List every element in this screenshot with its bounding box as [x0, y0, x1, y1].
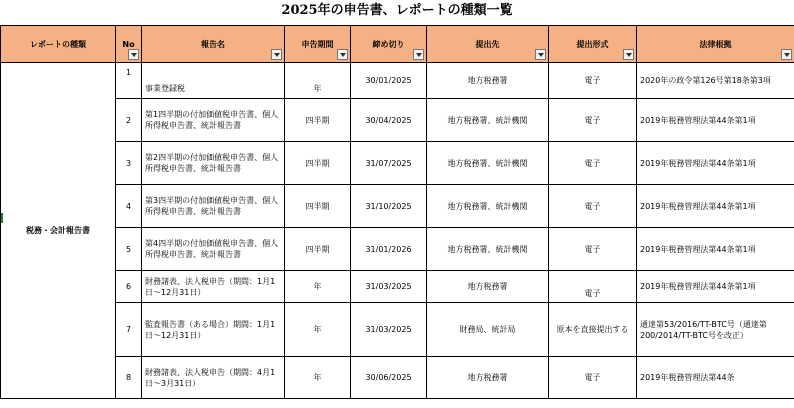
cell-destination: 地方税務署、統計機関 — [427, 228, 549, 271]
cell-no: 6 — [116, 271, 142, 303]
cell-period: 年 — [285, 303, 351, 357]
cell-law: 2019年税務管理法第44条第1項 — [637, 185, 794, 228]
cell-no: 2 — [116, 99, 142, 142]
header-period: 申告期間 — [285, 26, 351, 63]
filter-dropdown-icon[interactable] — [128, 49, 139, 60]
cell-law: 2019年税務管理法第44条第1項 — [637, 142, 794, 185]
cell-deadline: 30/06/2025 — [351, 357, 427, 399]
cell-deadline: 31/03/2025 — [351, 271, 427, 303]
cell-no: 5 — [116, 228, 142, 271]
cell-no: 1 — [116, 63, 142, 99]
cell-law: 2020年の政令第126号第18条第3項 — [637, 63, 794, 99]
cell-format: 電子 — [549, 99, 637, 142]
category-cell: 税務・会計報告書 — [1, 63, 116, 399]
sheet-title: 2025年の申告書、レポートの種類一覧 — [281, 3, 513, 18]
cell-period: 四半期 — [285, 185, 351, 228]
cell-destination: 地方税務署、統計機関 — [427, 185, 549, 228]
cell-destination: 地方税務署 — [427, 271, 549, 303]
table-row — [1, 63, 794, 99]
header-format: 提出形式 — [549, 26, 637, 63]
table-row — [1, 99, 794, 142]
cell-law: 2019年税務管理法第44条第1項 — [637, 271, 794, 303]
header-deadline: 締め切り — [351, 26, 427, 63]
cell-deadline: 31/01/2026 — [351, 228, 427, 271]
filter-dropdown-icon[interactable] — [413, 49, 424, 60]
table-row — [1, 357, 794, 399]
filter-dropdown-icon[interactable] — [271, 49, 282, 60]
cell-deadline: 30/01/2025 — [351, 63, 427, 99]
cell-period: 年 — [285, 357, 351, 399]
filter-dropdown-icon[interactable] — [337, 49, 348, 60]
cell-name: 財務諸表、法人税申告（期間：1月1日～12月31日） — [142, 271, 285, 303]
cell-deadline: 31/07/2025 — [351, 142, 427, 185]
cell-law: 通達第53/2016/TT-BTC号（通達第200/2014/TT-BTC号を改正） — [637, 303, 794, 357]
cell-destination: 財務局、統計局 — [427, 303, 549, 357]
cell-destination: 地方税務署 — [427, 63, 549, 99]
cell-name: 第3四半期の付加価値税申告書、個人所得税申告書、統計報告書 — [142, 185, 285, 228]
cell-format: 電子 — [549, 228, 637, 271]
table-row — [1, 271, 794, 303]
header-destination: 提出先 — [427, 26, 549, 63]
table-row — [1, 303, 794, 357]
cell-deadline: 31/10/2025 — [351, 185, 427, 228]
cell-no: 4 — [116, 185, 142, 228]
cell-law: 2019年税務管理法第44条 — [637, 357, 794, 399]
header-row — [1, 26, 794, 63]
table-row — [1, 185, 794, 228]
report-table — [0, 25, 794, 399]
cell-name: 監査報告書（ある場合）期間：1月1日～12月31日） — [142, 303, 285, 357]
cell-deadline: 30/04/2025 — [351, 99, 427, 142]
cell-name: 財務諸表、法人税申告（期間：4月1日～3月31日） — [142, 357, 285, 399]
filter-dropdown-icon[interactable] — [781, 49, 792, 60]
cell-format: 電子 — [549, 185, 637, 228]
cell-law: 2019年税務管理法第44条第1項 — [637, 99, 794, 142]
filter-dropdown-icon[interactable] — [535, 49, 546, 60]
header-report-type: レポートの種類 — [1, 26, 116, 63]
cell-destination: 地方税務署、統計機関 — [427, 142, 549, 185]
cell-format: 電子 — [549, 63, 637, 99]
cell-law: 2019年税務管理法第44条第1項 — [637, 228, 794, 271]
cell-destination: 地方税務署、統計機関 — [427, 99, 549, 142]
cell-format: 原本を直接提出する — [549, 303, 637, 357]
cell-name: 第1四半期の付加価値税申告書、個人所得税申告書、統計報告書 — [142, 99, 285, 142]
green-marker — [1, 213, 3, 223]
cell-deadline: 31/03/2025 — [351, 303, 427, 357]
filter-dropdown-icon[interactable] — [623, 49, 634, 60]
cell-period: 四半期 — [285, 228, 351, 271]
cell-name: 第4四半期の付加価値税申告書、個人所得税申告書、統計報告書 — [142, 228, 285, 271]
cell-format: 電子 — [549, 142, 637, 185]
cell-name: 第2四半期の付加価値税申告書、個人所得税申告書、統計報告書 — [142, 142, 285, 185]
header-report-name: 報告名 — [142, 26, 285, 63]
cell-name: 事業登録税 — [142, 63, 285, 99]
cell-period: 年 — [285, 271, 351, 303]
cell-period: 四半期 — [285, 99, 351, 142]
cell-no: 7 — [116, 303, 142, 357]
cell-no: 8 — [116, 357, 142, 399]
cell-destination: 地方税務署 — [427, 357, 549, 399]
cell-no: 3 — [116, 142, 142, 185]
header-legal-basis: 法律根拠 — [637, 26, 794, 63]
header-no: No — [116, 26, 142, 63]
cell-format: 電子 — [549, 271, 637, 303]
cell-period: 年 — [285, 63, 351, 99]
cell-period: 四半期 — [285, 142, 351, 185]
table-row — [1, 228, 794, 271]
cell-format: 電子 — [549, 357, 637, 399]
table-row — [1, 142, 794, 185]
